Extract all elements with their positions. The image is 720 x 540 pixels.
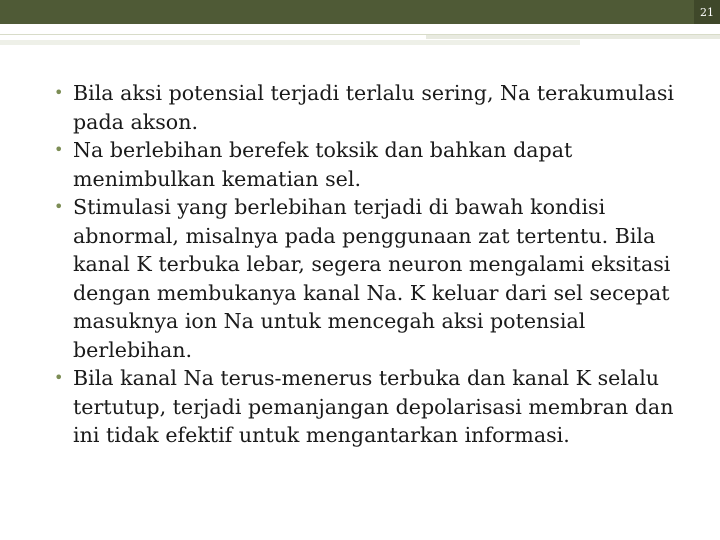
decorative-line [0, 28, 720, 35]
bullet-icon: • [54, 83, 64, 102]
slide-body [52, 79, 692, 450]
decorative-line [0, 40, 580, 45]
list-item [52, 364, 692, 450]
page-number: 21 [700, 6, 714, 19]
decorative-line [426, 35, 720, 39]
list-item [52, 136, 692, 193]
bullet-icon: • [54, 140, 64, 159]
bullet-text: Bila aksi potensial terjadi terlalu sering, Na terakumulasi pada akson. [73, 81, 675, 134]
bullet-text: Na berlebihan berefek toksik dan bahkan dapat menimbulkan kematian sel. [73, 138, 573, 191]
bullet-text: Stimulasi yang berlebihan terjadi di bawah kondisi abnormal, misalnya pada penggunaan zat tertentu. Bila kanal K terbuka lebar, segera neuron mengalami eksitasi dengan membukanya kanal Na. K keluar dari sel secepat masuknya ion Na untuk mencegah aksi potensial berlebihan. [73, 195, 671, 362]
list-item [52, 193, 692, 364]
bullet-icon: • [54, 197, 64, 216]
bullet-list [52, 79, 692, 450]
bullet-icon: • [54, 368, 64, 387]
bullet-text: Bila kanal Na terus-menerus terbuka dan kanal K selalu tertutup, terjadi pemanjangan depolarisasi membran dan ini tidak efektif untuk mengantarkan informasi. [73, 366, 674, 447]
list-item [52, 79, 692, 136]
header-bar [0, 0, 720, 24]
